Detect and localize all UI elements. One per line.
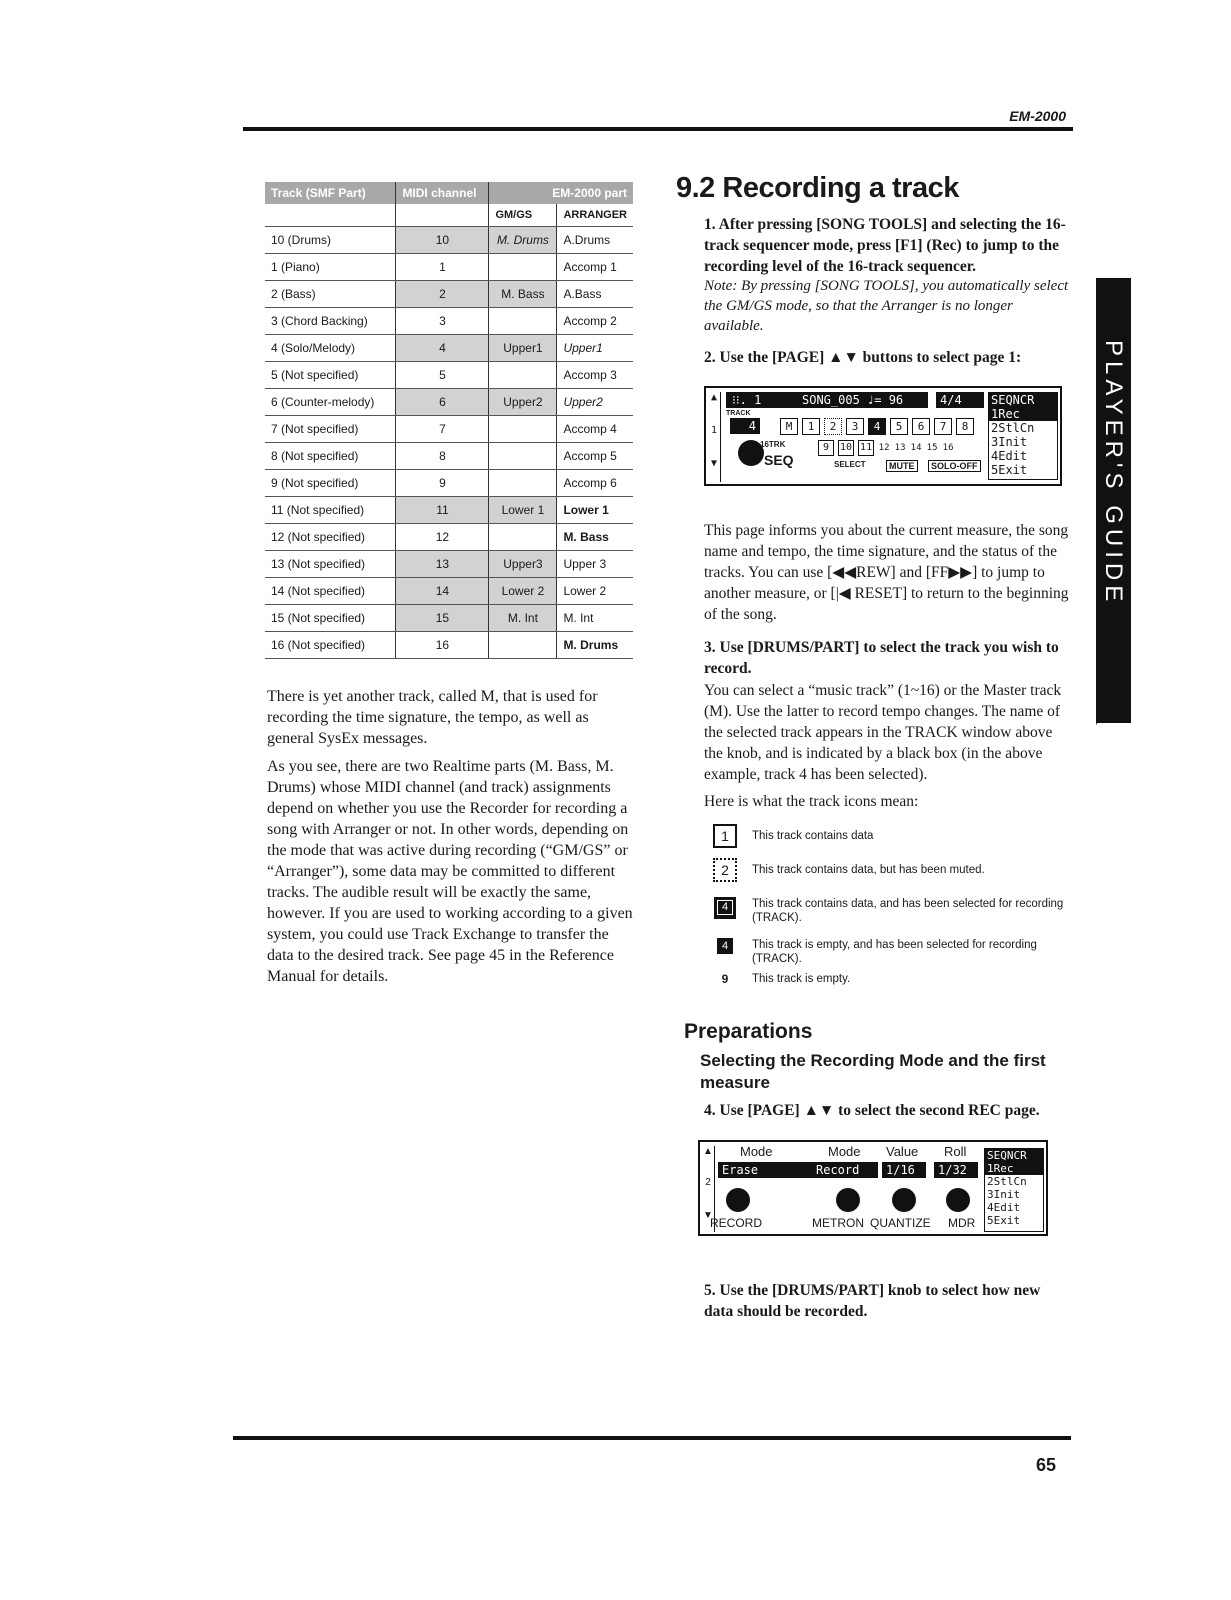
page-number: 65	[1036, 1455, 1057, 1475]
table-row	[265, 227, 633, 254]
lcd2-menu-exit: 5Exit	[987, 1214, 1021, 1227]
note-1: Note: By pressing [SONG TOOLS], you automatically select the GM/GS mode, so that the Arranger is no longer available.	[704, 278, 1069, 334]
gmgs-cell	[489, 362, 557, 389]
step-4: 4. Use [PAGE] ▲▼ to select the second REC page.	[704, 1102, 1040, 1119]
table-row	[265, 470, 633, 497]
track-cell: 9 (Not specified)	[265, 470, 396, 497]
lcd-song-tempo: SONG_005 ♩= 96	[798, 392, 928, 408]
lcd-track-box: 7	[934, 418, 952, 435]
lcd2-header-mode-2: Mode	[828, 1144, 861, 1159]
preparations-subtitle: Selecting the Recording Mode and the first measure	[700, 1051, 1046, 1092]
left-paragraph-1	[267, 686, 639, 749]
track-cell: 12 (Not specified)	[265, 524, 396, 551]
table-row	[265, 497, 633, 524]
table-header-track: Track (SMF Part)	[265, 182, 396, 204]
lcd-mode-small: 16TRK	[760, 440, 786, 449]
arranger-cell: Accomp 3	[557, 362, 633, 389]
lcd-measure: ⁝⁝. 1	[726, 392, 798, 408]
channel-cell: 12	[396, 524, 489, 551]
lcd-track-box: 3	[846, 418, 864, 435]
left-text-p2: As you see, there are two Realtime parts (M. Bass, M. Drums) whose MIDI channel (and track) assignments depend on whether you use the Recorder for recording a song with Arranger or not. In other words, depending on the mode that was active during recording (“GM/GS” or “Arranger”), some data may be committed to different tracks. The audible result will be exactly the same, however. If you are used to working according to a given system, you could use Track Exchange to transfer the data to the desired track. See page 45 in the Reference Manual for details.	[267, 758, 633, 985]
arranger-cell: Lower 1	[557, 497, 633, 524]
arranger-cell: M. Bass	[557, 524, 633, 551]
table-subheader-row	[265, 204, 633, 227]
info-paragraph: This page informs you about the current measure, the song name and tempo, the time signature, and the status of the tracks. You can use [◀◀REW] and [FF▶▶] to jump to another measure, or [|◀ RESET] to return to the beginning of the song.	[704, 522, 1069, 623]
arranger-cell: M. Drums	[557, 632, 633, 659]
channel-cell: 3	[396, 308, 489, 335]
lcd2-menu-title: SEQNCR	[985, 1149, 1043, 1162]
track-cell: 14 (Not specified)	[265, 578, 396, 605]
lcd-track-box: 8	[956, 418, 974, 435]
table-row	[265, 254, 633, 281]
arranger-cell: Accomp 1	[557, 254, 633, 281]
header-model: EM-2000	[1009, 108, 1066, 124]
step-5: 5. Use the [DRUMS/PART] knob to select how new data should be recorded.	[704, 1282, 1041, 1320]
lcd-select: SELECT	[834, 460, 866, 469]
gmgs-cell: M. Drums	[489, 227, 557, 254]
footer-rule	[233, 1436, 1071, 1440]
lcd2-menu-init: 3Init	[987, 1188, 1021, 1201]
step-2: 2. Use the [PAGE] ▲▼ buttons to select page 1:	[704, 349, 1022, 366]
arranger-cell: Upper 3	[557, 551, 633, 578]
channel-cell: 8	[396, 443, 489, 470]
table-row	[265, 281, 633, 308]
gmgs-cell: M. Int	[489, 605, 557, 632]
lcd-track-selected: 4	[730, 418, 760, 434]
lcd2-knob-label-record: RECORD	[710, 1216, 763, 1230]
channel-cell: 15	[396, 605, 489, 632]
lcd-menu	[988, 392, 1058, 480]
lcd-track-box: 6	[912, 418, 930, 435]
track-empty-icon: 9	[721, 972, 729, 986]
table-subheader-arranger: ARRANGER	[557, 204, 633, 227]
lcd-track-box: 15	[926, 443, 938, 453]
track-cell: 13 (Not specified)	[265, 551, 396, 578]
channel-cell: 16	[396, 632, 489, 659]
track-selected-empty-icon: 4	[717, 938, 733, 954]
table-row	[265, 551, 633, 578]
table-row	[265, 308, 633, 335]
legend-text: This track contains data	[752, 830, 874, 842]
track-selected-data-icon: 4	[714, 897, 736, 919]
lcd-track-box: 12	[878, 443, 890, 453]
table-header-channel: MIDI channel	[396, 182, 489, 204]
legend-item-selected-empty	[708, 938, 1068, 966]
arranger-cell: Accomp 2	[557, 308, 633, 335]
channel-cell: 10	[396, 227, 489, 254]
channel-cell: 9	[396, 470, 489, 497]
gmgs-cell: Upper3	[489, 551, 557, 578]
lcd2-menu-stlcn: 2StlCn	[987, 1175, 1027, 1188]
lcd2-value-erase: Erase	[718, 1162, 822, 1178]
channel-cell: 5	[396, 362, 489, 389]
arranger-cell: M. Int	[557, 605, 633, 632]
track-cell: 6 (Counter-melody)	[265, 389, 396, 416]
left-text-p1: There is yet another track, called M, that is used for recording the time signature, the tempo, as well as general SysEx messages.	[267, 688, 598, 747]
track-cell: 16 (Not specified)	[265, 632, 396, 659]
lcd-track-label: TRACK	[726, 410, 751, 417]
track-data-icon: 1	[713, 824, 737, 848]
left-paragraph-2	[267, 756, 639, 987]
table-row	[265, 416, 633, 443]
legend-item-selected-data	[708, 897, 1068, 925]
track-muted-icon: 2	[713, 858, 737, 882]
lcd2-knob-metron-icon	[836, 1188, 860, 1212]
gmgs-cell	[489, 443, 557, 470]
lcd2-knob-label-mdr: MDR	[948, 1216, 976, 1230]
track-cell: 4 (Solo/Melody)	[265, 335, 396, 362]
legend-text: This track is empty.	[752, 973, 851, 985]
paragraph-3: You can select a “music track” (1~16) or the Master track (M). Use the latter to record tempo changes. The name of the selected track appears in the TRACK window above the knob, and is indicated by a black box (in the above example, track 4 has been selected).	[704, 682, 1062, 783]
lcd-track-box: 11	[858, 440, 874, 456]
lcd-menu-edit: 4Edit	[991, 449, 1028, 463]
table-row	[265, 605, 633, 632]
lcd2-side-bar: ▲ 2 ▼	[702, 1146, 715, 1232]
lcd-song-page-1	[704, 386, 1062, 486]
track-cell: 8 (Not specified)	[265, 443, 396, 470]
lcd-track-box: 14	[910, 443, 922, 453]
lcd2-menu	[984, 1148, 1044, 1232]
gmgs-cell	[489, 632, 557, 659]
lcd2-value-quantize: 1/16	[882, 1162, 926, 1178]
table-row	[265, 362, 633, 389]
lcd-menu-stlcn: 2StlCn	[991, 421, 1035, 435]
table-row	[265, 578, 633, 605]
table-header-part: EM-2000 part	[489, 182, 633, 204]
lcd-mode: SEQ	[764, 452, 794, 468]
channel-cell: 2	[396, 281, 489, 308]
channel-cell: 11	[396, 497, 489, 524]
channel-map-table	[265, 182, 633, 659]
side-tab-label: PLAYER'S GUIDE	[1100, 339, 1127, 607]
lcd-track-box: 10	[838, 440, 854, 456]
legend-text: This track contains data, but has been muted.	[752, 864, 985, 876]
arranger-cell: A.Bass	[557, 281, 633, 308]
step-1: 1. After pressing [SONG TOOLS] and selecting the 16-track sequencer mode, press [F1] (Rec) to jump to the recording level of the 16-track sequencer.	[704, 216, 1066, 275]
arranger-cell: A.Drums	[557, 227, 633, 254]
table-row	[265, 524, 633, 551]
lcd-track-box: 1	[802, 418, 820, 435]
lcd-track-box: 5	[890, 418, 908, 435]
lcd2-value-roll: 1/32	[934, 1162, 978, 1178]
lcd2-menu-edit: 4Edit	[987, 1201, 1021, 1214]
arranger-cell: Accomp 4	[557, 416, 633, 443]
channel-cell: 6	[396, 389, 489, 416]
track-cell: 1 (Piano)	[265, 254, 396, 281]
lcd-track-box: 13	[894, 443, 906, 453]
lcd-track-box: 2	[824, 418, 842, 435]
track-cell: 7 (Not specified)	[265, 416, 396, 443]
lcd-track-row-1	[780, 418, 974, 435]
lcd2-header-roll: Roll	[944, 1144, 967, 1159]
legend-item-empty	[708, 972, 1068, 986]
lcd2-knob-label-quantize: QUANTIZE	[870, 1216, 931, 1230]
lcd2-header-value: Value	[886, 1144, 919, 1159]
channel-cell: 14	[396, 578, 489, 605]
gmgs-cell	[489, 416, 557, 443]
legend-item-data	[708, 824, 1068, 848]
section-title: 9.2 Recording a track	[676, 172, 959, 204]
track-cell: 11 (Not specified)	[265, 497, 396, 524]
side-tab-tip	[1096, 670, 1131, 725]
gmgs-cell: M. Bass	[489, 281, 557, 308]
lcd2-knob-label-metron: METRON	[812, 1216, 864, 1230]
lcd2-value-record: Record	[812, 1162, 878, 1178]
table-row	[265, 443, 633, 470]
gmgs-cell: Lower 2	[489, 578, 557, 605]
header-rule	[243, 127, 1073, 131]
gmgs-cell	[489, 254, 557, 281]
step-3: 3. Use [DRUMS/PART] to select the track you wish to record.	[704, 639, 1059, 677]
gmgs-cell: Lower 1	[489, 497, 557, 524]
paragraph-4: Here is what the track icons mean:	[704, 793, 919, 810]
table-subheader-gmgs: GM/GS	[489, 204, 557, 227]
track-cell: 15 (Not specified)	[265, 605, 396, 632]
table-header-row	[265, 182, 633, 204]
preparations-title: Preparations	[684, 1020, 813, 1043]
table-row	[265, 335, 633, 362]
lcd-timesig: 4/4	[936, 392, 984, 408]
lcd-solo-button: SOLO-OFF	[928, 460, 981, 472]
gmgs-cell	[489, 524, 557, 551]
lcd-track-box: 16	[942, 443, 954, 453]
lcd-menu-title: SEQNCR	[989, 393, 1057, 407]
lcd2-header-mode: Mode	[740, 1144, 773, 1159]
legend-text: This track contains data, and has been selected for recording (TRACK).	[752, 898, 1064, 924]
lcd-side-bar: ▲ 1 ▼	[708, 392, 721, 482]
track-cell: 5 (Not specified)	[265, 362, 396, 389]
table-row	[265, 632, 633, 659]
lcd-mute-button: MUTE	[886, 460, 918, 472]
lcd-menu-rec: 1Rec	[989, 407, 1057, 421]
lcd2-knob-quantize-icon	[892, 1188, 916, 1212]
track-cell: 10 (Drums)	[265, 227, 396, 254]
lcd-menu-init: 3Init	[991, 435, 1028, 449]
lcd-track-box: 9	[818, 440, 834, 456]
channel-cell: 13	[396, 551, 489, 578]
arranger-cell: Lower 2	[557, 578, 633, 605]
channel-cell: 4	[396, 335, 489, 362]
arranger-cell: Accomp 5	[557, 443, 633, 470]
lcd-track-box: M	[780, 418, 798, 435]
channel-cell: 7	[396, 416, 489, 443]
arranger-cell: Upper2	[557, 389, 633, 416]
legend-item-muted	[708, 858, 1068, 882]
track-cell: 2 (Bass)	[265, 281, 396, 308]
lcd2-knob-mdr-icon	[946, 1188, 970, 1212]
lcd2-knob-record-icon	[726, 1188, 750, 1212]
track-cell: 3 (Chord Backing)	[265, 308, 396, 335]
gmgs-cell	[489, 470, 557, 497]
channel-cell: 1	[396, 254, 489, 281]
lcd-rec-page-2	[698, 1140, 1048, 1236]
arranger-cell: Upper1	[557, 335, 633, 362]
table-row	[265, 389, 633, 416]
lcd2-menu-rec: 1Rec	[985, 1162, 1043, 1175]
legend-text: This track is empty, and has been selected for recording (TRACK).	[752, 939, 1037, 965]
lcd-track-row-2	[818, 440, 954, 456]
gmgs-cell	[489, 308, 557, 335]
lcd-track-box: 4	[868, 418, 886, 435]
lcd-menu-exit: 5Exit	[991, 463, 1028, 477]
gmgs-cell: Upper1	[489, 335, 557, 362]
gmgs-cell: Upper2	[489, 389, 557, 416]
arranger-cell: Accomp 6	[557, 470, 633, 497]
